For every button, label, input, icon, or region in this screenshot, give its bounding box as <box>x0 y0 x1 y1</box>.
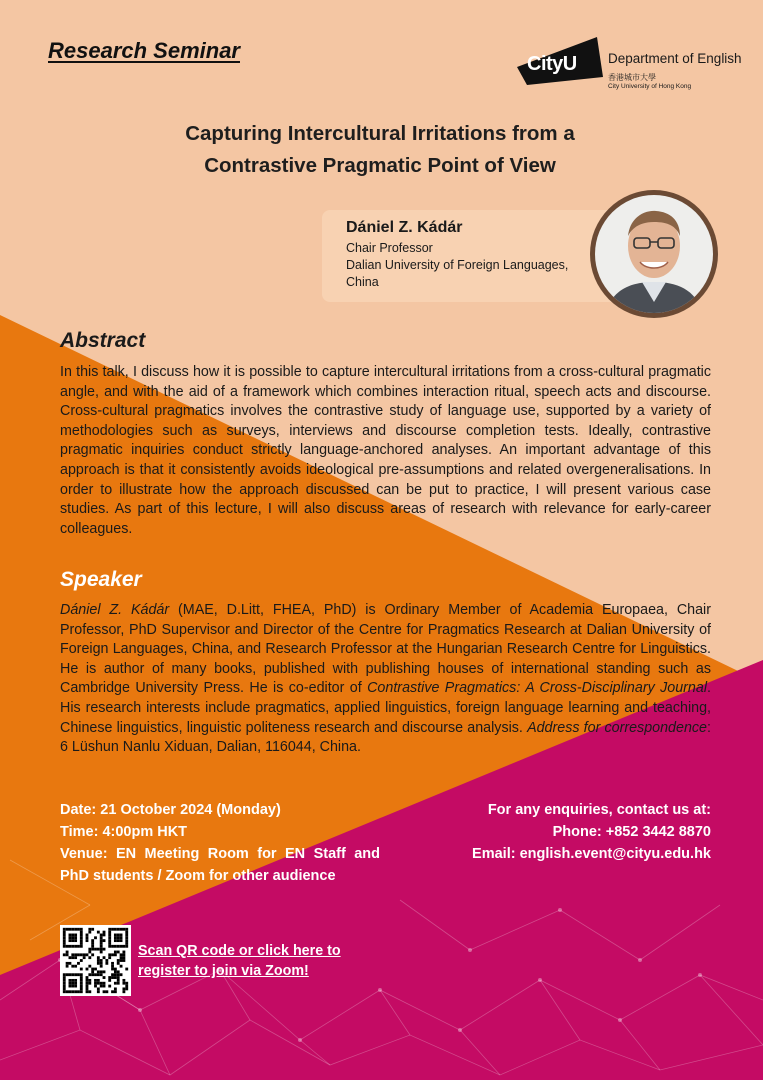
registration-qr-code[interactable] <box>60 925 131 996</box>
event-time: Time: 4:00pm HKT <box>60 824 188 840</box>
speaker-card-affiliation-2: China <box>346 275 379 289</box>
speaker-bio-address-label: Address for correspondence <box>527 719 708 736</box>
seminar-title-line-2: Contrastive Pragmatic Point of View <box>204 154 556 177</box>
cityu-logo-text: CityU <box>527 53 577 75</box>
speaker-card-affiliation-1: Dalian University of Foreign Languages, <box>346 258 569 272</box>
speaker-heading: Speaker <box>60 568 142 591</box>
department-name: Department of English <box>608 51 742 66</box>
zoom-registration-link[interactable]: Scan QR code or click here to register to join via Zoom! <box>138 943 341 979</box>
contact-phone: Phone: +852 3442 8870 <box>552 824 711 840</box>
speaker-bio-text-3: : 6 Lüshun Nanlu Xiduan, Dalian, 116044, China. <box>60 719 711 756</box>
speaker-bio-name: Dániel Z. Kádár <box>60 602 170 618</box>
event-venue: Venue: EN Meeting Room for EN Staff and PhD students / Zoom for other audience <box>60 846 380 884</box>
cityu-logo <box>517 37 742 97</box>
event-details <box>60 799 380 887</box>
seminar-title <box>90 118 670 182</box>
contact-heading: For any enquiries, contact us at: <box>487 802 711 818</box>
abstract-text: In this talk, I discuss how it is possible to capture intercultural irritations from a cross-cultural pragmatic angle, and with the aid of a framework which combines interaction ritual, speech acts and discourse. Cross-cultural pragmatics involves the contrastive study of language use, supported by a variety of methodologies such as surveys, interviews and discourse completion tests. Ideally, contrastive pragmatic inquiries conduct strictly language-anchored analyses. An important advantage of this approach is that it consistently avoids ideological pre-assumptions and related overgeneralisations. In order to illustrate how the approach discussed can be put to practice, I will present various case studies. As part of this lecture, I will also discuss areas of research with relevance for early-career colleagues. <box>60 364 711 537</box>
university-name-chinese: 香港城市大學 <box>608 73 656 82</box>
event-date: Date: 21 October 2024 (Monday) <box>60 802 281 818</box>
qr-code-pattern <box>60 925 131 996</box>
contact-details <box>400 799 711 865</box>
speaker-card-role: Chair Professor <box>346 241 433 255</box>
contact-email[interactable]: Email: english.event@cityu.edu.hk <box>472 846 711 862</box>
speaker-photo <box>590 190 718 318</box>
speaker-card-name: Dániel Z. Kádár <box>346 219 463 236</box>
series-label: Research Seminar <box>48 38 240 63</box>
speaker-portrait <box>590 190 718 318</box>
speaker-bio-text-1: (MAE, D.Litt, FHEA, PhD) is Ordinary Member of Academia Europaea, Chair Professor, PhD Supervisor and Director of the Centre for Pragmatics Research at Dalian University of Foreign Languages, China, and Research Professor at the Hungarian Research Centre for Linguistics. He is author of many books, published with publishing houses of international standing such as Cambridge University Press. He is co-editor of <box>60 602 711 697</box>
speaker-bio-journal: Contrastive Pragmatics: A Cross-Disciplinary Journal <box>367 680 708 697</box>
speaker-card-details <box>346 240 586 291</box>
speaker-bio <box>60 601 711 758</box>
university-name-english: City University of Hong Kong <box>608 83 692 90</box>
speaker-bio-text-2: . His research interests include pragmatics, applied linguistics, foreign language learning and teaching, Chinese linguistics, linguistic politeness research and discourse analysis. <box>60 680 712 736</box>
abstract-heading: Abstract <box>60 329 146 352</box>
seminar-title-line-1: Capturing Intercultural Irritations from a <box>185 122 575 145</box>
